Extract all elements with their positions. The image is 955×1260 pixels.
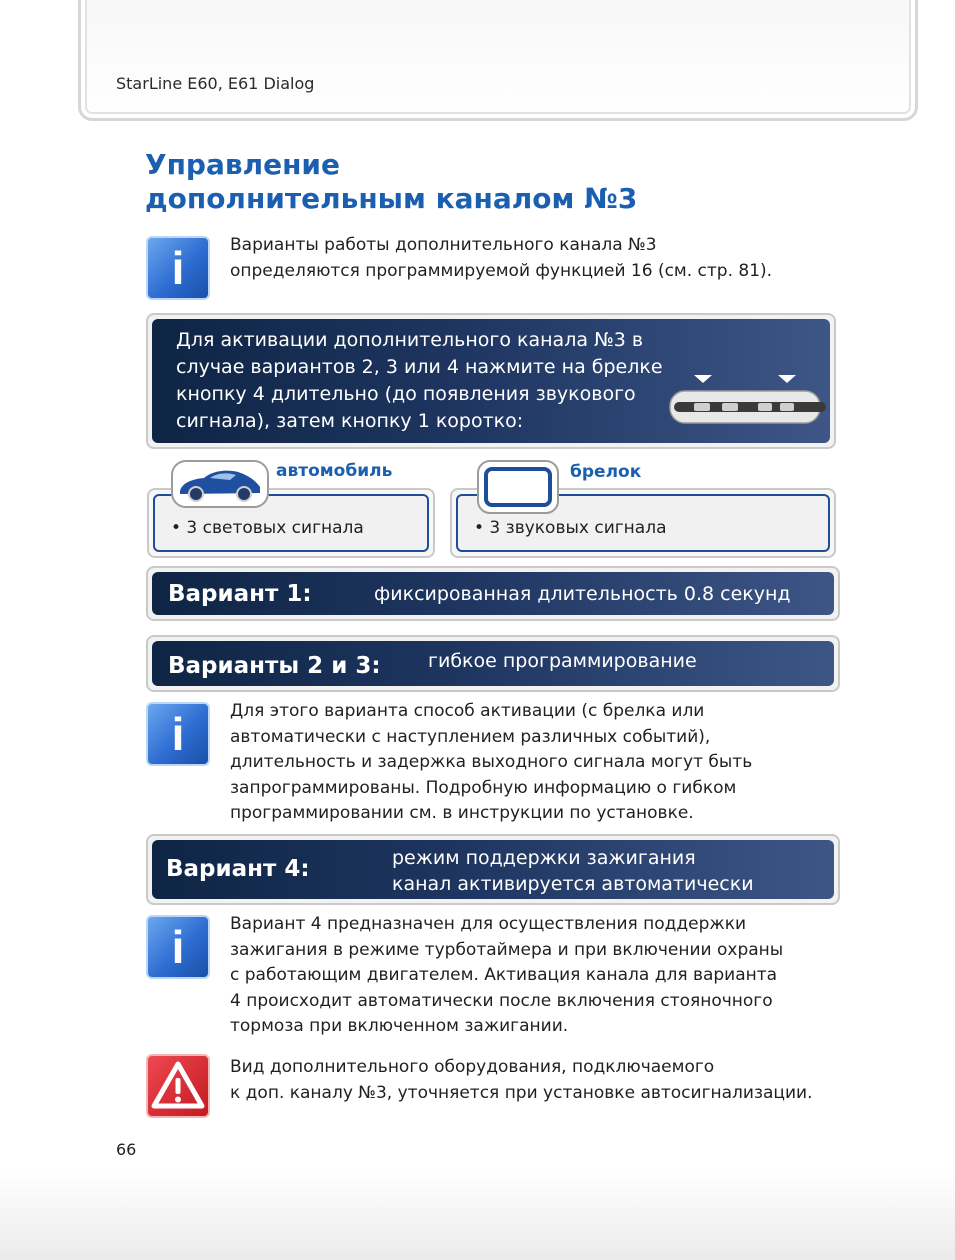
warning-line: к доп. каналу №3, уточняется при установке автосигнализации. (230, 1082, 813, 1103)
car-icon (170, 459, 270, 509)
info-note-function-16 (230, 233, 772, 284)
fob-button-icon (722, 403, 738, 411)
info2-line: длительность и задержка выходного сигнала могут быть (230, 752, 753, 772)
info3-line: с работающим двигателем. Активация канала для варианта (230, 965, 778, 985)
fob-button-icon (758, 403, 772, 411)
activation-line: сигнала), затем кнопку 1 коротко: (176, 410, 524, 432)
fob-button-icon (694, 403, 710, 411)
car-signal-text: • 3 световых сигнала (171, 518, 364, 538)
variant-2-3-label: Варианты 2 и 3: (168, 653, 381, 679)
title-line-1: Управление (145, 148, 341, 181)
info3-line: зажигания в режиме турботаймера и при включении охраны (230, 939, 784, 960)
info3-line: тормоза при включенном зажигании. (230, 1016, 569, 1036)
warning-line: Вид дополнительного оборудования, подключаемого (230, 1057, 715, 1077)
activation-line: кнопку 4 длительно (до появления звукового (176, 383, 636, 405)
car-label: автомобиль (276, 461, 393, 481)
fob-signal-text: • 3 звуковых сигнала (474, 518, 667, 538)
variant-4-label: Вариант 4: (166, 856, 310, 882)
activation-line: Для активации дополнительного канала №3 в (176, 329, 644, 351)
info-icon: i (146, 702, 210, 766)
activation-banner (146, 313, 836, 449)
variant-4-desc-line: канал активируется автоматически (392, 873, 754, 895)
variant-2-3-banner (146, 635, 840, 692)
info2-line: автоматически с наступлением различных событий), (230, 726, 711, 747)
fob-display-icon (476, 459, 560, 515)
product-header: StarLine E60, E61 Dialog (116, 74, 315, 93)
info-icon: i (146, 236, 210, 300)
info1-line: Варианты работы дополнительного канала №3 (230, 235, 657, 255)
footer-band (0, 1170, 955, 1260)
info1-line: определяются программируемой функцией 16 (см. стр. 81). (230, 260, 773, 281)
info2-line: запрограммированы. Подробную информацию о гибком (230, 777, 737, 798)
fob-label: брелок (570, 462, 642, 482)
variant-4-desc-line: режим поддержки зажигания (392, 847, 696, 869)
info3-line: Вариант 4 предназначен для осуществления поддержки (230, 914, 747, 934)
button-4-arrow-icon (694, 375, 712, 383)
page-title (145, 148, 637, 216)
button-1-arrow-icon (778, 375, 796, 383)
key-fob-illustration (666, 369, 830, 431)
activation-instructions (176, 327, 663, 435)
info3-line: 4 происходит автоматически после включения стояночного (230, 990, 773, 1011)
activation-banner-inner (152, 319, 830, 443)
info2-line: программировании см. в инструкции по установке. (230, 803, 694, 823)
warning-icon (146, 1054, 210, 1118)
info-icon: i (146, 915, 210, 979)
title-line-2: дополнительным каналом №3 (145, 182, 638, 215)
info-note-flexible (230, 699, 752, 827)
variant-1-banner (146, 566, 840, 621)
header-frame (78, 0, 918, 121)
variant-2-3-desc: гибкое программирование (428, 650, 697, 672)
info-note-variant-4 (230, 912, 783, 1040)
info2-line: Для этого варианта способ активации (с брелка или (230, 701, 705, 721)
page-number: 66 (116, 1140, 137, 1159)
variant-1-label: Вариант 1: (168, 581, 312, 607)
activation-line: случае вариантов 2, 3 или 4 нажмите на брелке (176, 356, 663, 378)
warning-note (230, 1055, 812, 1106)
variant-4-banner (146, 834, 840, 905)
variant-1-desc: фиксированная длительность 0.8 секунд (374, 583, 791, 605)
fob-button-icon (780, 403, 794, 411)
variant-4-desc (392, 845, 754, 897)
